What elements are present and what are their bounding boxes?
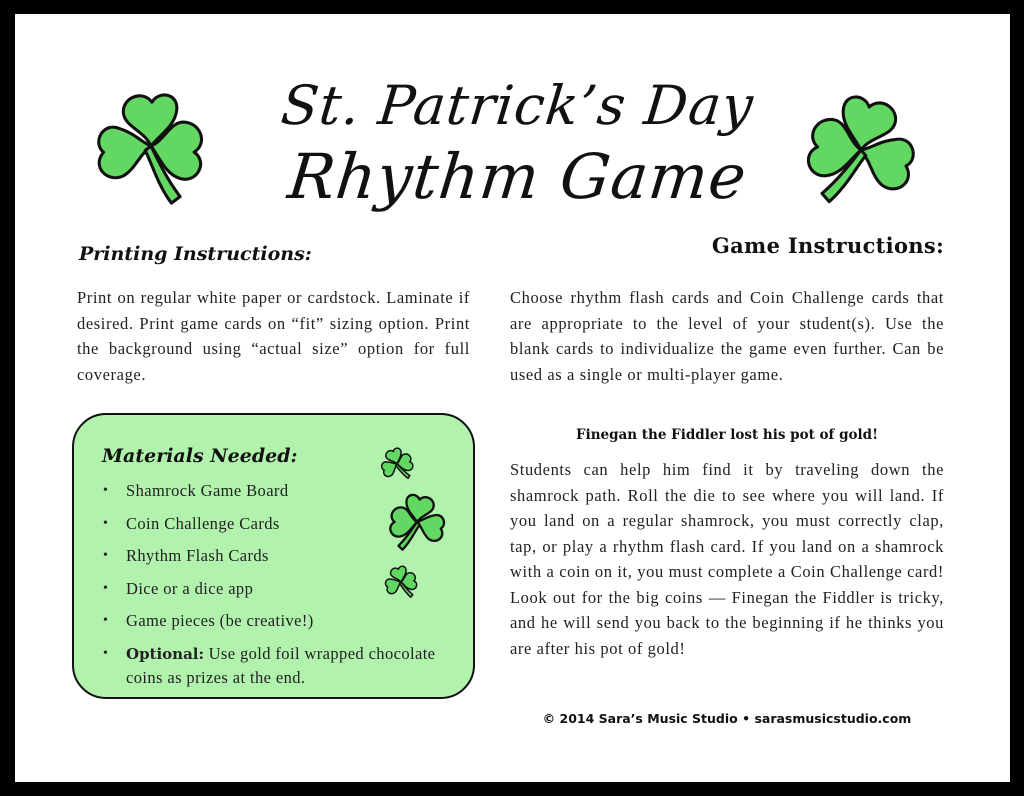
bullet-icon: • bbox=[103, 483, 109, 498]
copyright-footer: © 2014 Sara’s Music Studio • sarasmusicstudio.com bbox=[542, 711, 912, 726]
materials-box bbox=[72, 413, 475, 699]
shamrock-icon bbox=[378, 445, 416, 483]
list-item: • Dice or a dice app bbox=[101, 577, 441, 601]
list-item: • Rhythm Flash Cards bbox=[101, 544, 441, 568]
bullet-icon: • bbox=[103, 645, 109, 661]
game-instructions-story: Students can help him find it by traveling down the shamrock path. Roll the die to see where you will land. If you land on a regular shamrock, you must correctly clap, tap, or play a rhythm flash card. If you land on a shamrock with a coin on it, you must complete a Coin Challenge card! Look out for the big coins — Finegan the Fiddler is tricky, and he will send you back to the beginning if he thinks you are after his pot of gold! bbox=[510, 460, 944, 658]
title-line-2: Rhythm Game bbox=[284, 140, 751, 213]
list-item: • Game pieces (be creative!) bbox=[101, 609, 441, 633]
game-instructions-heading: Game Instructions: bbox=[711, 233, 944, 258]
bullet-icon: • bbox=[103, 548, 109, 563]
shamrock-icon bbox=[382, 563, 420, 601]
title-line-1: St. Patrick’s Day bbox=[278, 74, 757, 137]
story-subheading: Finegan the Fiddler lost his pot of gold! bbox=[575, 427, 879, 443]
list-item: • Coin Challenge Cards bbox=[101, 512, 441, 536]
shamrock-icon bbox=[384, 489, 450, 555]
printing-instructions-heading: Printing Instructions: bbox=[79, 243, 312, 265]
list-item: • Shamrock Game Board bbox=[101, 479, 441, 503]
bullet-icon: • bbox=[103, 580, 109, 596]
worksheet-page bbox=[15, 14, 1010, 782]
materials-heading: Materials Needed: bbox=[102, 445, 298, 467]
list-item: • Optional: Use gold foil wrapped chocolate coins as prizes at the end. bbox=[103, 643, 436, 687]
bullet-icon: • bbox=[103, 613, 109, 628]
printing-instructions-text: Print on regular white paper or cardstock. Laminate if desired. Print game cards on “fit” sizing option. Print the background using “actual size” option for full coverage. bbox=[77, 288, 470, 384]
game-instructions-intro: Choose rhythm flash cards and Coin Challenge cards that are appropriate to the level of your student(s). Use the blank cards to individualize the game even further. Can be used as a single or multi-player game. bbox=[510, 288, 944, 384]
bullet-icon: • bbox=[103, 515, 109, 531]
optional-label: Optional: bbox=[126, 644, 205, 663]
